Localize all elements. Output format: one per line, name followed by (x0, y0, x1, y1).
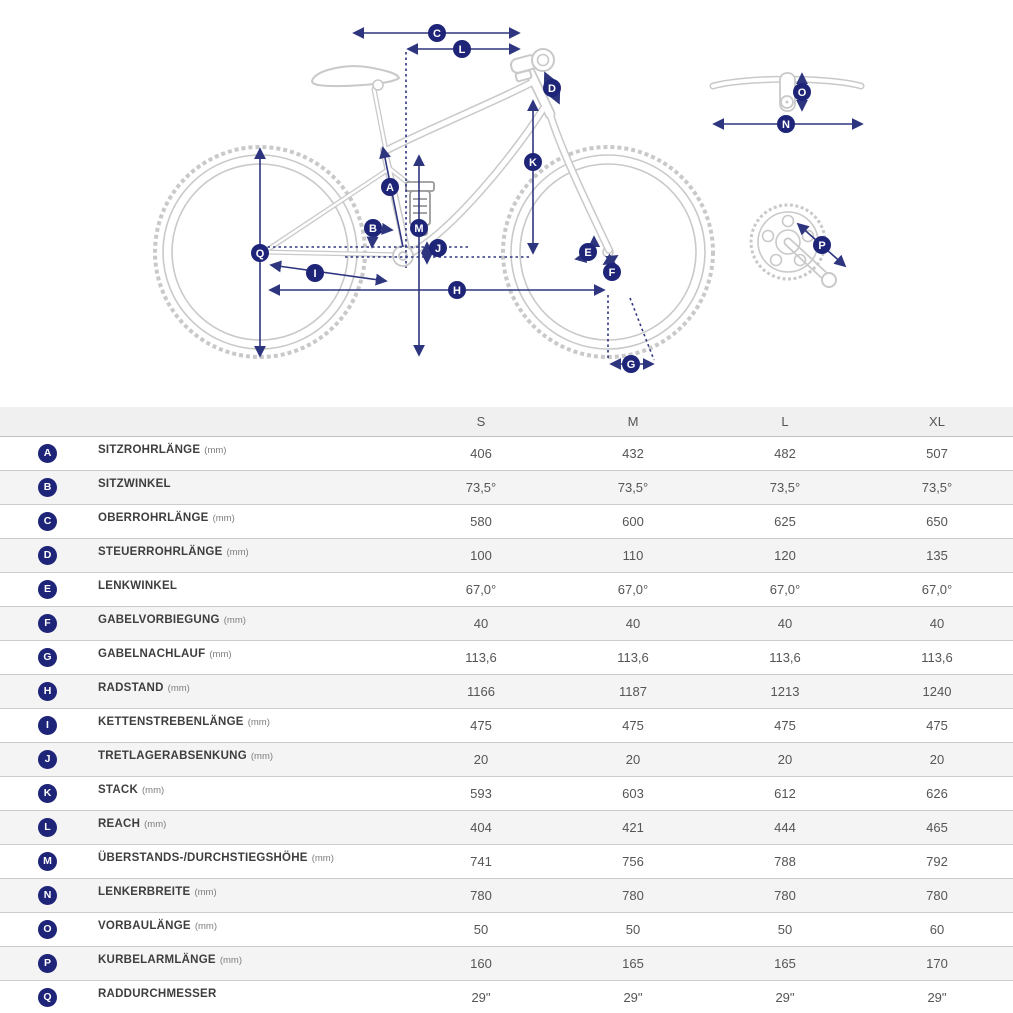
row-unit: (mm) (247, 717, 270, 728)
badge-letter: E (584, 246, 592, 259)
cell-value: 113,6 (465, 650, 497, 665)
row-label-cell (0, 682, 405, 701)
row-unit: (mm) (209, 649, 232, 660)
cell-value: 67,0° (617, 582, 649, 597)
row-unit: (mm) (144, 819, 167, 830)
row-letter-badge: M (38, 852, 57, 871)
badge-letter: Q (255, 247, 265, 260)
cell-value: 465 (926, 820, 948, 835)
construction-lines (262, 52, 654, 360)
cell-value: 20 (625, 752, 641, 767)
geometry-table (0, 407, 1013, 1013)
cell-value: 73,5° (465, 480, 497, 495)
row-label-cell (0, 444, 405, 463)
row-label: RADDURCHMESSER (98, 988, 217, 1000)
cell-value: 650 (926, 514, 948, 529)
cell-value: 475 (470, 718, 492, 733)
geometry-table-body (0, 437, 1013, 1013)
row-letter-badge: L (38, 818, 57, 837)
column-header-l: L (781, 414, 789, 429)
row-label: VORBAULÄNGE (98, 920, 191, 932)
row-unit: (mm) (212, 513, 235, 524)
table-row (0, 913, 1013, 947)
table-row (0, 947, 1013, 981)
dimension-badge-q (251, 244, 269, 262)
row-label-cell (0, 580, 405, 599)
cell-value: 780 (926, 888, 948, 903)
row-label: STEUERROHRLÄNGE (98, 546, 223, 558)
badge-letter: F (608, 266, 616, 279)
row-letter-badge: B (38, 478, 57, 497)
cell-value: 741 (470, 854, 492, 869)
cell-value: 40 (625, 616, 641, 631)
row-letter-badge: D (38, 546, 57, 565)
dimension-badge-b (364, 219, 382, 237)
handlebar-icon (780, 73, 795, 111)
cell-value: 40 (777, 616, 793, 631)
dimension-badge-p (813, 236, 831, 254)
cell-value: 507 (926, 446, 948, 461)
cell-value: 780 (470, 888, 492, 903)
row-letter-badge: I (38, 716, 57, 735)
row-letter-badge: P (38, 954, 57, 973)
table-row (0, 641, 1013, 675)
size-header-row (0, 407, 1013, 437)
badge-letter: I (313, 267, 317, 280)
cell-value: 1187 (619, 684, 647, 699)
row-letter-badge: O (38, 920, 57, 939)
cell-value: 756 (622, 854, 644, 869)
row-label: ÜBERSTANDS-/DURCHSTIEGSHÖHE (98, 852, 308, 864)
badge-letter: K (529, 156, 537, 169)
row-label-cell (0, 784, 405, 803)
row-letter-badge: C (38, 512, 57, 531)
row-label-cell (0, 750, 405, 769)
cell-value: 432 (622, 446, 644, 461)
row-label: OBERROHRLÄNGE (98, 512, 209, 524)
row-label: KURBELARMLÄNGE (98, 954, 216, 966)
row-letter-badge: K (38, 784, 57, 803)
dimension-badge-a (381, 178, 399, 196)
row-label: SITZROHRLÄNGE (98, 444, 201, 456)
row-unit: (mm) (219, 955, 243, 966)
cell-value: 593 (470, 786, 492, 801)
cell-value: 60 (929, 922, 945, 937)
cell-value: 113,6 (769, 650, 801, 665)
row-label-cell (0, 512, 405, 531)
row-label: TRETLAGERABSENKUNG (98, 750, 247, 762)
frame-outline (264, 68, 861, 278)
row-label: REACH (98, 818, 141, 830)
table-row (0, 879, 1013, 913)
row-label: RADSTAND (98, 682, 164, 694)
table-row (0, 777, 1013, 811)
row-label-cell (0, 886, 405, 905)
table-row (0, 573, 1013, 607)
cell-value: 40 (929, 616, 945, 631)
bottom-bracket-icon (393, 246, 413, 266)
table-row (0, 437, 1013, 471)
cell-value: 67,0° (465, 582, 497, 597)
badge-letter: C (433, 27, 441, 40)
row-label: GABELVORBIEGUNG (98, 614, 220, 626)
cell-value: 50 (777, 922, 793, 937)
cell-value: 160 (470, 956, 492, 971)
table-row (0, 505, 1013, 539)
cell-value: 475 (774, 718, 796, 733)
badge-letter: M (414, 222, 424, 235)
badge-letter: D (548, 82, 556, 95)
badge-letter: O (797, 86, 807, 99)
row-unit: (mm) (223, 615, 246, 626)
table-row (0, 743, 1013, 777)
badge-letter: L (458, 43, 466, 56)
row-unit: (mm) (204, 445, 227, 456)
saddle-icon (312, 66, 399, 90)
column-header-xl: XL (929, 414, 945, 429)
column-header-m: M (627, 414, 639, 429)
cell-value: 113,6 (617, 650, 649, 665)
cell-value: 73,5° (769, 480, 801, 495)
cell-value: 29" (927, 990, 947, 1005)
cell-value: 135 (926, 548, 948, 563)
row-label: SITZWINKEL (98, 478, 171, 490)
table-row (0, 471, 1013, 505)
row-label-cell (0, 818, 405, 837)
cell-value: 73,5° (921, 480, 953, 495)
cell-value: 113,6 (921, 650, 953, 665)
cell-value: 788 (774, 854, 796, 869)
dim-line-I (271, 265, 386, 281)
row-letter-badge: F (38, 614, 57, 633)
cell-value: 50 (625, 922, 641, 937)
cell-value: 20 (473, 752, 489, 767)
row-label-cell (0, 716, 405, 735)
cell-value: 482 (774, 446, 796, 461)
cell-value: 780 (774, 888, 796, 903)
cell-value: 67,0° (921, 582, 953, 597)
badge-letter: N (782, 118, 790, 131)
badge-letter: A (386, 181, 394, 194)
cell-value: 612 (774, 786, 796, 801)
row-unit: (mm) (226, 547, 249, 558)
row-unit: (mm) (142, 785, 165, 796)
dimension-badge-h (448, 281, 466, 299)
row-label: LENKWINKEL (98, 580, 178, 592)
cell-value: 792 (926, 854, 948, 869)
row-label-cell (0, 648, 405, 667)
badge-letter: B (369, 222, 377, 235)
row-label: STACK (98, 784, 139, 796)
cell-value: 29" (775, 990, 795, 1005)
row-label: GABELNACHLAUF (98, 648, 206, 660)
cell-value: 404 (470, 820, 492, 835)
row-label-cell (0, 614, 405, 633)
row-letter-badge: A (38, 444, 57, 463)
table-row (0, 709, 1013, 743)
row-unit: (mm) (194, 921, 217, 932)
cell-value: 600 (622, 514, 644, 529)
cell-value: 475 (926, 718, 948, 733)
dimension-badge-d (543, 79, 561, 97)
cell-value: 1240 (922, 684, 952, 699)
row-label-cell (0, 954, 405, 973)
dimension-badge-m (410, 219, 428, 237)
cell-value: 100 (470, 548, 492, 563)
row-label: LENKERBREITE (98, 886, 191, 898)
bike-geometry-diagram (0, 0, 1013, 407)
dimension-badge-i (306, 264, 324, 282)
row-letter-badge: G (38, 648, 57, 667)
row-letter-badge: E (38, 580, 57, 599)
cell-value: 165 (774, 956, 796, 971)
dimension-badge-n (777, 115, 795, 133)
table-row (0, 811, 1013, 845)
dimension-badge-c (428, 24, 446, 42)
badge-letter: P (818, 239, 826, 252)
cell-value: 20 (777, 752, 793, 767)
column-header-s: S (476, 414, 486, 429)
row-label-cell (0, 546, 405, 565)
row-label-cell (0, 478, 405, 497)
cell-value: 580 (470, 514, 492, 529)
row-label-cell (0, 852, 405, 871)
row-unit: (mm) (311, 853, 334, 864)
cell-value: 165 (622, 956, 644, 971)
cell-value: 73,5° (617, 480, 649, 495)
row-label: KETTENSTREBENLÄNGE (98, 716, 244, 728)
table-row (0, 675, 1013, 709)
cell-value: 780 (622, 888, 644, 903)
dim-line-A (383, 148, 403, 247)
badge-letter: H (453, 284, 461, 297)
cell-value: 29" (623, 990, 643, 1005)
row-unit: (mm) (167, 683, 190, 694)
bike-drawing (155, 49, 861, 357)
cell-value: 67,0° (769, 582, 801, 597)
row-letter-badge: N (38, 886, 57, 905)
row-unit: (mm) (194, 887, 217, 898)
frame-fill (264, 68, 861, 278)
dimension-badge-j (429, 239, 447, 257)
cell-value: 603 (622, 786, 644, 801)
cell-value: 120 (774, 548, 796, 563)
badge-letter: J (434, 242, 442, 255)
table-row (0, 539, 1013, 573)
row-label-cell (0, 988, 405, 1007)
dimension-badge-e (579, 243, 597, 261)
cell-value: 1213 (770, 684, 800, 699)
table-row (0, 845, 1013, 879)
cell-value: 20 (929, 752, 945, 767)
row-unit: (mm) (250, 751, 274, 762)
cell-value: 170 (926, 956, 948, 971)
table-row (0, 607, 1013, 641)
dimension-badge-f (603, 263, 621, 281)
cell-value: 444 (774, 820, 796, 835)
cell-value: 475 (622, 718, 644, 733)
cell-value: 50 (473, 922, 489, 937)
table-row (0, 981, 1013, 1013)
dimension-badge-g (622, 355, 640, 373)
cell-value: 110 (622, 548, 644, 563)
cell-value: 40 (473, 616, 489, 631)
cell-value: 1166 (467, 684, 495, 699)
dimension-badge-k (524, 153, 542, 171)
cell-value: 421 (622, 820, 644, 835)
dimension-badge-l (453, 40, 471, 58)
cell-value: 626 (926, 786, 948, 801)
row-letter-badge: J (38, 750, 57, 769)
row-label-cell (0, 920, 405, 939)
row-letter-badge: Q (38, 988, 57, 1007)
dimension-badge-o (793, 83, 811, 101)
cell-value: 625 (774, 514, 796, 529)
badge-letter: G (626, 358, 636, 371)
row-letter-badge: H (38, 682, 57, 701)
cell-value: 29" (471, 990, 491, 1005)
cell-value: 406 (470, 446, 492, 461)
